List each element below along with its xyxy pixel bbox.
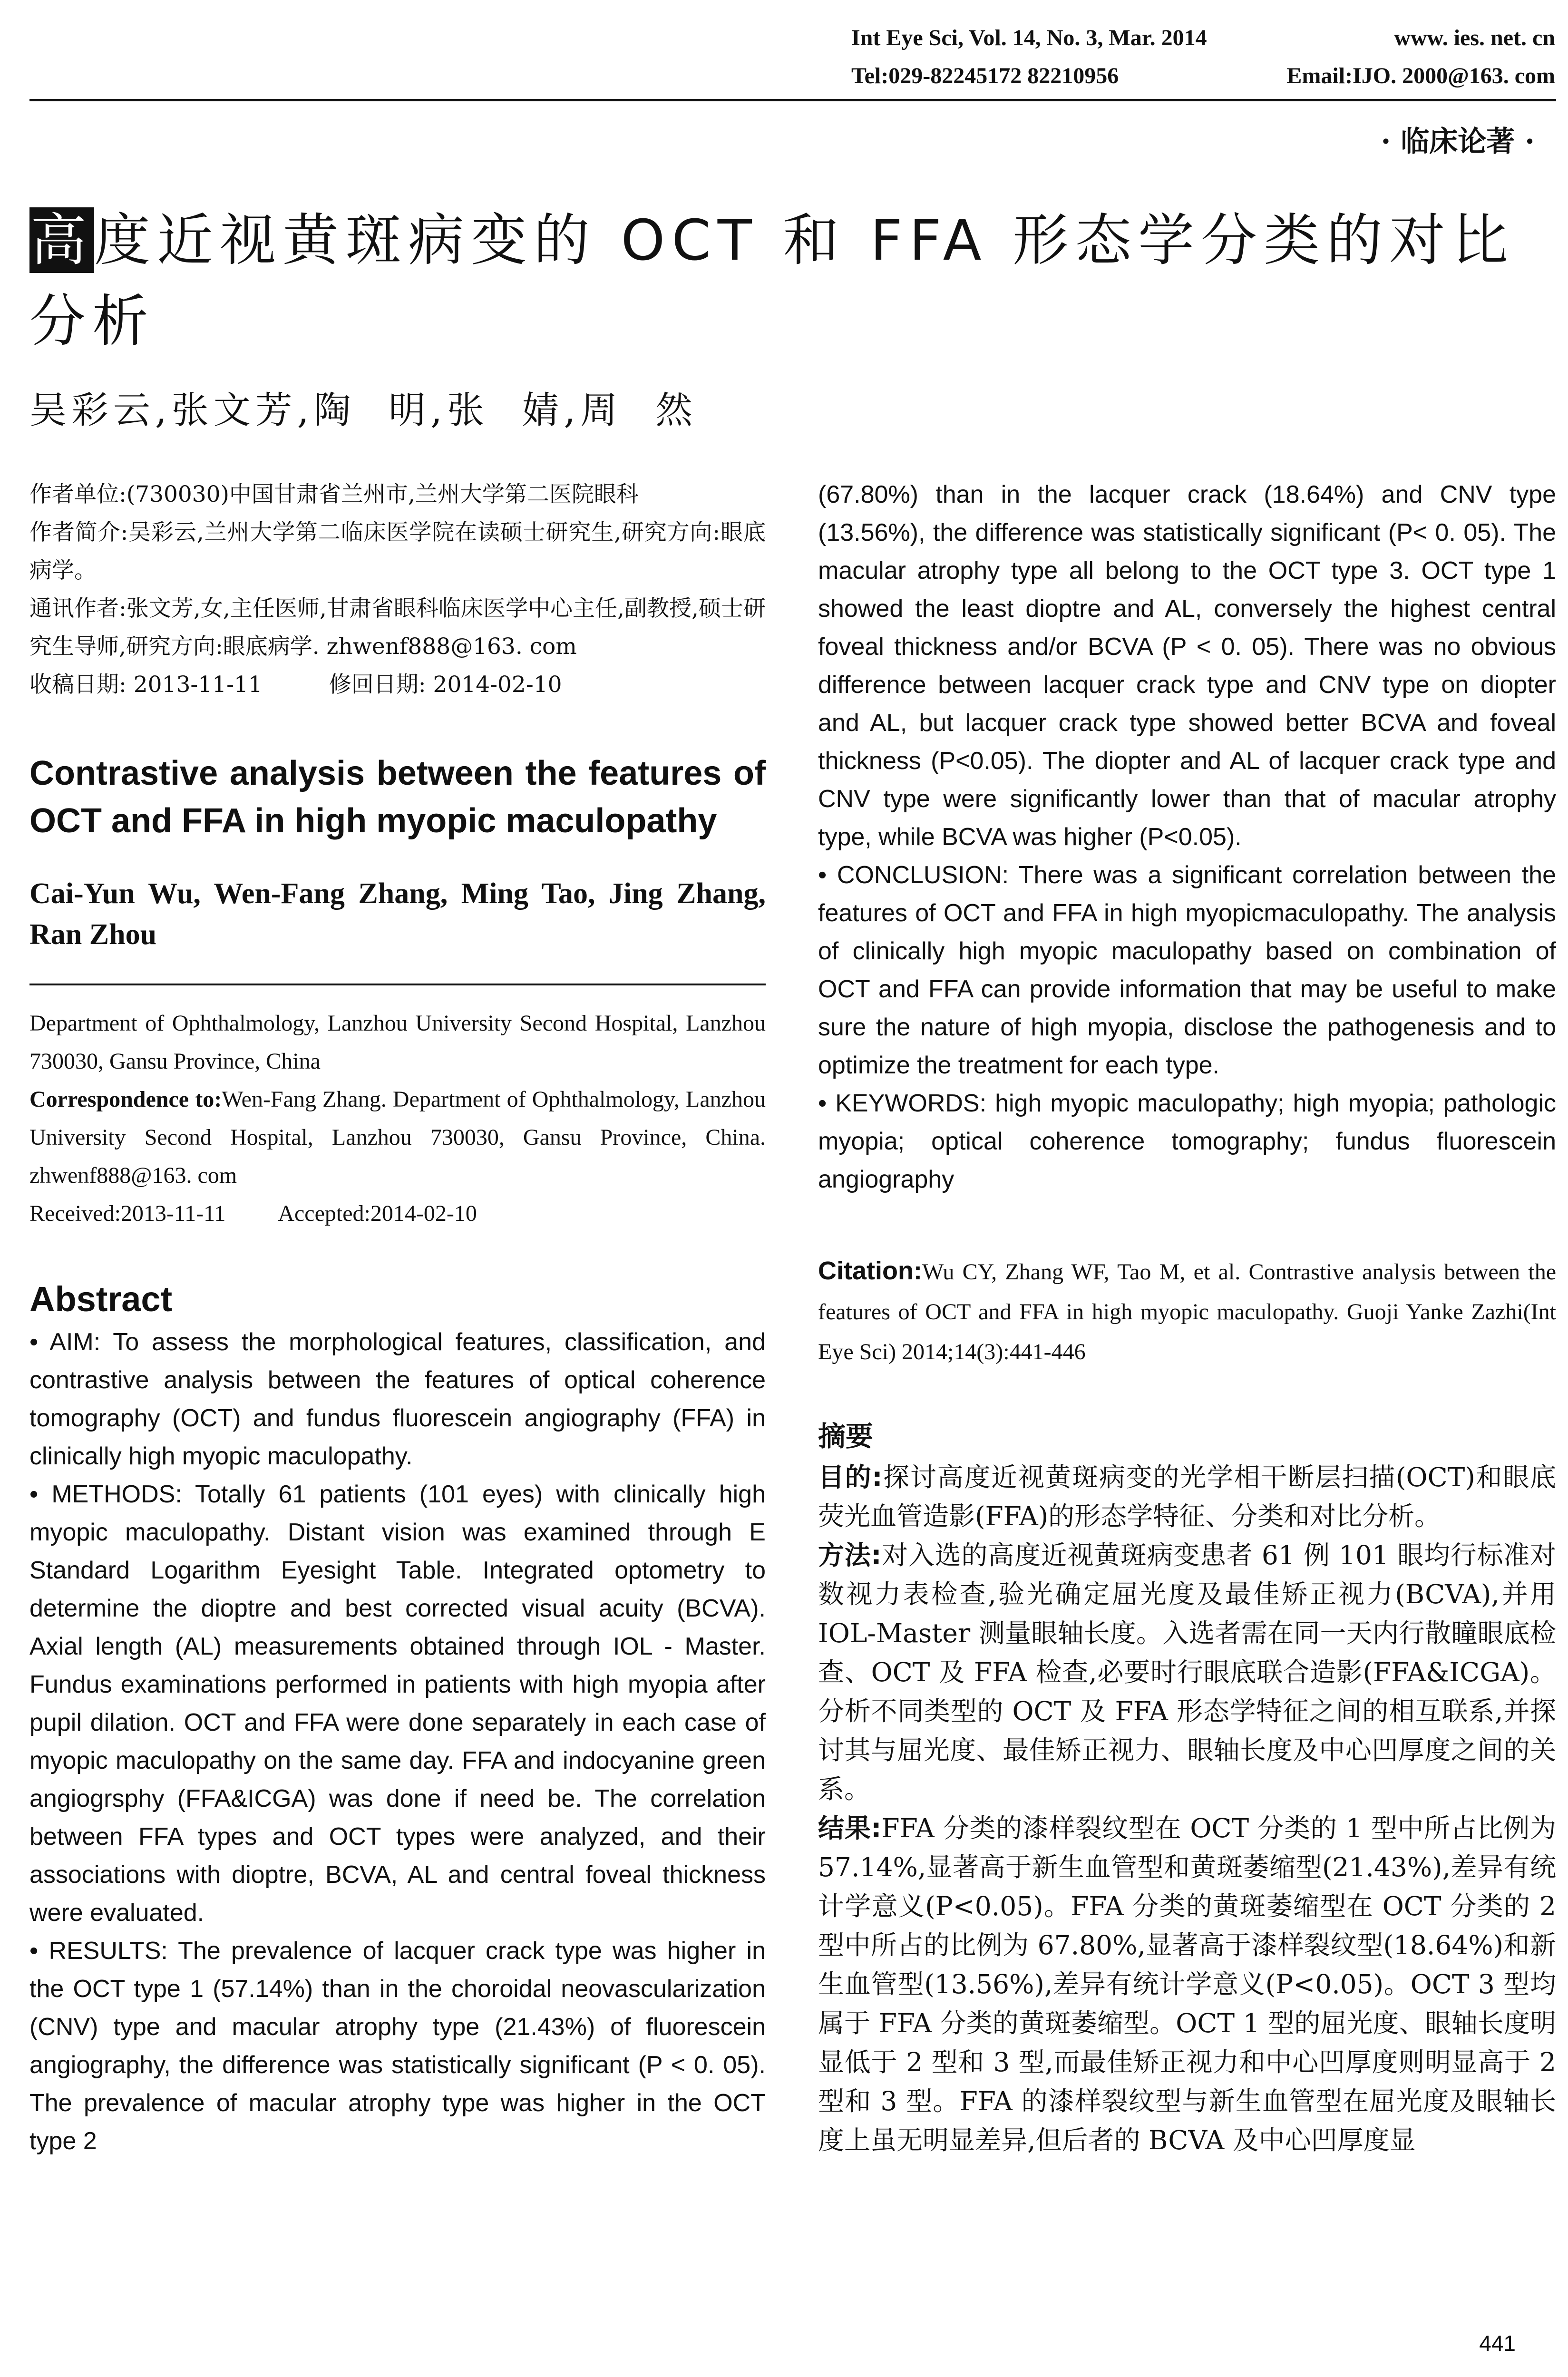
abstract-methods: • METHODS: Totally 61 patients (101 eyes) with clinically high myopic maculopathy. Distant vision was examined through E Standard Logarithm Eyesight Table. Integrated optometry to determine the dioptre and best corrected visual acuity (BCVA). Axial length (AL) measurements obtained through IOL - Master. Fundus examinations performed in patients with high myopia after pupil dilation. OCT and FFA were done separately in each case of myopic maculopathy on the same day. FFA and indocyanine green angiogrsphy (FFA&ICGA) was done if need be. The correlation between FFA types and OCT types were analyzed, and their associations with dioptre, BCVA, AL and central foveal thickness were evaluated. (29, 1481, 766, 1927)
received-date-en: Received:2013-11-11 (29, 1201, 226, 1226)
cn-abstract-aim (818, 1458, 1556, 1536)
section-label: · 临床论著 · (1381, 125, 1535, 158)
journal-email-link[interactable]: Email:IJO. 2000@163. com (1286, 63, 1555, 88)
citation-text: Wu CY, Zhang WF, Tao M, et al. Contrastive analysis between the features of OCT and FFA in high myopic maculopathy. Guoji Yanke Zazhi(Int Eye Sci) 2014;14(3):441-446 (818, 1259, 1556, 1364)
cn-abstract-results (818, 1809, 1556, 2160)
citation (818, 1251, 1556, 1372)
journal-tel: Tel:029-82245172 82210956 (851, 63, 1119, 88)
author-bio: 作者简介:吴彩云,兰州大学第二临床医学院在读硕士研究生,研究方向:眼底病学。 (29, 519, 766, 584)
title-rest: 度近视黄斑病变的 OCT 和 FFA 形态学分类的对比分析 (29, 207, 1515, 354)
cn-methods-label: 方法: (818, 1540, 882, 1570)
header-rule (29, 99, 1556, 101)
cn-results-text: FFA 分类的漆样裂纹型在 OCT 分类的 1 型中所占比例为 57.14%,显著高于新生血管型和黄斑萎缩型(21.43%),差异有统计学意义(P<0.05)。FFA 分类的黄斑萎缩型在 OCT 分类的 2 型中所占的比例为 67.80%,显著高于漆样裂纹型(18.64%)和新生血管型(13.56%),差异有统计学意义(P<0.05)。OCT 3 型均属于 FFA 分类的黄斑萎缩型。OCT 1 型的屈光度、眼轴长度明显低于 2 型和 3 型,而最佳矫正视力和中心凹厚度则明显高于 2 型和 3 型。FFA 的漆样裂纹型与新生血管型在屈光度及眼轴长度上虽无明显差异,但后者的 BCVA 及中心凹厚度显 (818, 1813, 1557, 2155)
divider (29, 984, 766, 985)
cn-methods-text: 对入选的高度近视黄斑病变患者 61 例 101 眼均行标准对数视力表检查,验光确定屈光度及最佳矫正视力(BCVA),并用 IOL-Master 测量眼轴长度。入选者需在同一天内行散瞳眼底检查、OCT 及 FFA 检查,必要时行眼底联合造影(FFA&ICGA)。分析不同类型的 OCT 及 FFA 形态学特征之间的相互联系,并探讨其与屈光度、最佳矫正视力、眼轴长度及中心凹厚度之间的关系。 (818, 1540, 1556, 1804)
dates-en (29, 1195, 766, 1233)
accepted-date-en: Accepted:2014-02-10 (278, 1201, 477, 1226)
article-title-cn (29, 200, 1551, 361)
dates-cn (29, 666, 766, 704)
left-column (29, 476, 766, 2160)
abstract-heading: Abstract (29, 1279, 173, 1319)
cn-abstract-heading: 摘要 (818, 1420, 874, 1452)
citation-label: Citation: (818, 1257, 922, 1285)
author-info-cn (29, 476, 766, 666)
abstract-results-part1: • RESULTS: The prevalence of lacquer crack type was higher in the OCT type 1 (57.14%) than in the choroidal neovascularization (CNV) type and macular atrophy type (21.43%) of fluorescein angiography, the difference was statistically significant (P < 0. 05). The prevalence of macular atrophy type was higher in the OCT type 2 (29, 1937, 766, 2155)
cn-aim-text: 探讨高度近视黄斑病变的光学相干断层扫描(OCT)和眼底荧光血管造影(FFA)的形态学特征、分类和对比分析。 (818, 1462, 1556, 1531)
authors-en: Cai-Yun Wu, Wen-Fang Zhang, Ming Tao, Jing Zhang, Ran Zhou (29, 877, 766, 951)
correspondence-label: Correspondence to: (29, 1087, 222, 1112)
journal-citation-line: Int Eye Sci, Vol. 14, No. 3, Mar. 2014 (851, 25, 1207, 50)
corresponding-author-cn: 通讯作者:张文芳,女,主任医师,甘肃省眼科临床医学中心主任,副教授,硕士研究生导师,研究方向:眼底病学. zhwenf888@163. com (29, 595, 766, 660)
abstract-conclusion: • CONCLUSION: There was a significant correlation between the features of OCT and FFA in high myopicmaculopathy. The analysis of clinically high myopic maculopathy based on combination of OCT and FFA can provide information that may be useful to make sure the nature of high myopia, disclose the pathogenesis and to optimize the treatment for each type. (818, 861, 1556, 1079)
cn-aim-label: 目的: (818, 1462, 883, 1492)
author-unit: 作者单位:(730030)中国甘肃省兰州市,兰州大学第二医院眼科 (29, 481, 639, 507)
correspondence-text: Wen-Fang Zhang. Department of Ophthalmology, Lanzhou University Second Hospital, Lanzhou 730030, Gansu Province, China. zhwenf888@163. com (29, 1087, 766, 1188)
abstract-keywords: • KEYWORDS: high myopic maculopathy; high myopia; pathologic myopia; optical coherence tomography; fundus fluorescein angiography (818, 1090, 1556, 1193)
affiliation-en (29, 1004, 766, 1233)
authors-cn: 吴彩云,张文芳,陶 明,张 婧,周 然 (29, 389, 697, 432)
department: Department of Ophthalmology, Lanzhou University Second Hospital, Lanzhou 730030, Gansu Province, China (29, 1011, 766, 1074)
journal-header (851, 19, 1555, 95)
article-title-en: Contrastive analysis between the features of OCT and FFA in high myopic maculopathy (29, 754, 766, 840)
right-column (818, 476, 1556, 2160)
cn-abstract-methods (818, 1536, 1556, 1809)
abstract-results-part2: (67.80%) than in the lacquer crack (18.64%) and CNV type (13.56%), the difference was statistically significant (P< 0. 05). The macular atrophy type all belong to the OCT type 3. OCT type 1 showed the least dioptre and AL, conversely the highest central foveal thickness and/or BCVA (P < 0. 05). There was no obvious difference between lacquer crack type and CNV type on diopter and AL, but lacquer crack type showed better BCVA and foveal thickness (P<0.05). The diopter and AL of lacquer crack type and CNV type were significantly lower than that of macular atrophy type, while BCVA was higher (P<0.05). (818, 481, 1556, 851)
page-number: 441 (1479, 2331, 1516, 2356)
title-first-char: 高 (30, 207, 94, 273)
journal-website-link[interactable]: www. ies. net. cn (1394, 25, 1555, 50)
abstract-aim: • AIM: To assess the morphological features, classification, and contrastive analysis between the features of optical coherence tomography (OCT) and fundus fluorescein angiography (FFA) in clinically high myopic maculopathy. (29, 1328, 766, 1470)
cn-results-label: 结果: (818, 1813, 882, 1843)
revised-date-cn: 修回日期: 2014-02-10 (329, 672, 562, 698)
received-date-cn: 收稿日期: 2013-11-11 (29, 672, 263, 698)
correspondence (29, 1081, 766, 1195)
